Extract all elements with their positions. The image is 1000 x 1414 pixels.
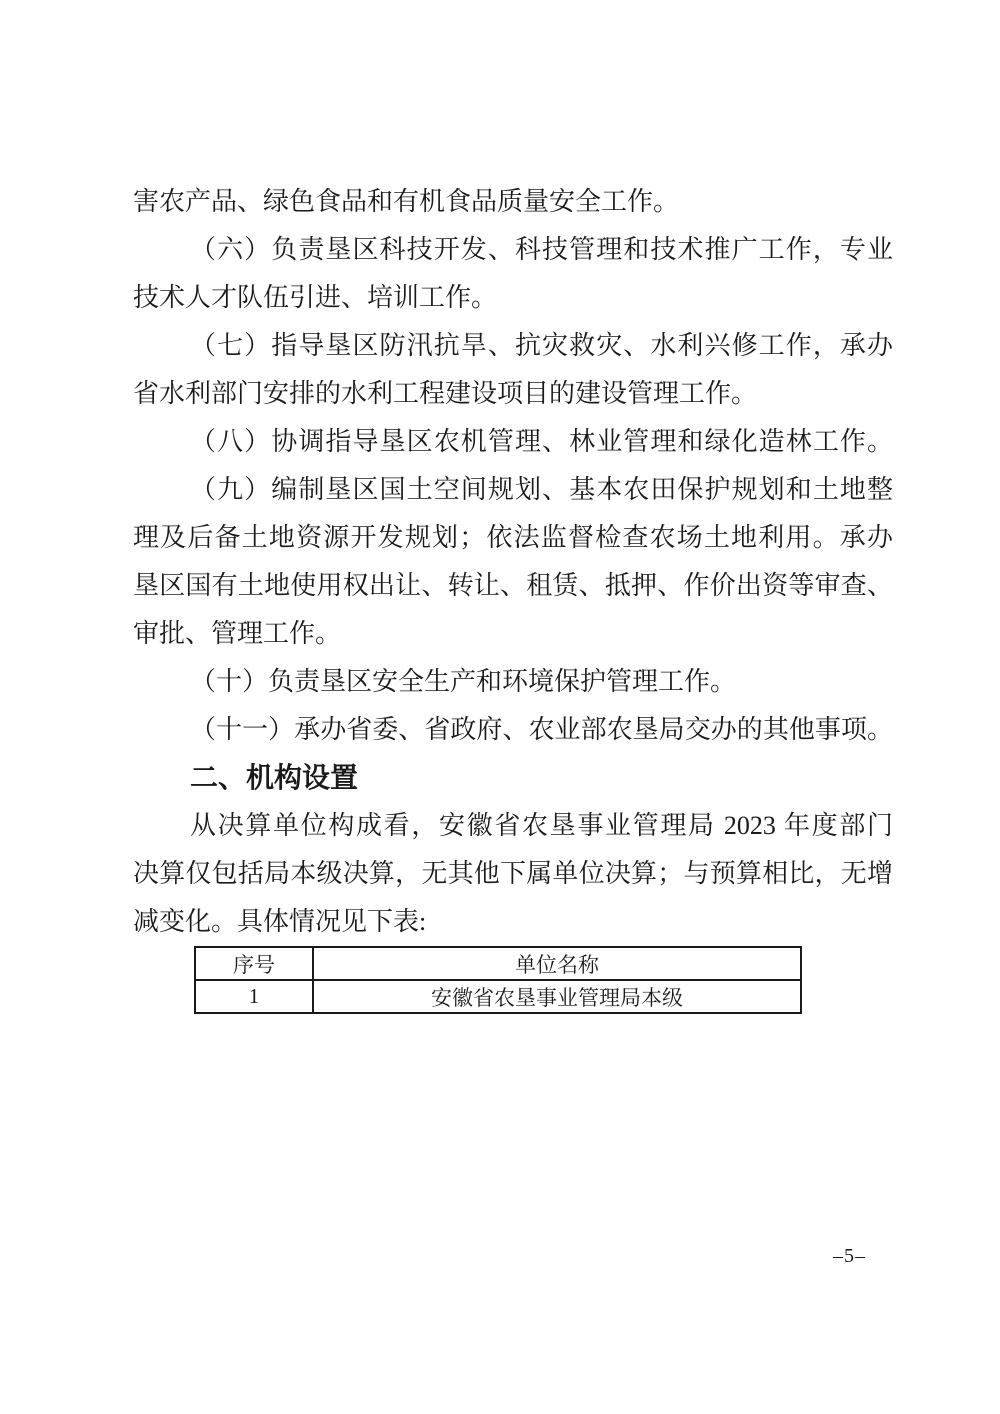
page-number: –5– <box>833 1245 866 1267</box>
document-body <box>133 178 893 946</box>
units-table <box>194 946 802 1014</box>
text-line: （六）负责垦区科技开发、科技管理和技术推广工作，专业 <box>190 235 893 264</box>
text-line: （十）负责垦区安全生产和环境保护管理工作。 <box>190 667 737 696</box>
table-cell: 安徽省农垦事业管理局本级 <box>313 980 801 1013</box>
text-line: 审批、管理工作。 <box>133 619 342 648</box>
text-line: 理及后备土地资源开发规划；依法监督检查农场土地利用。承办 <box>133 523 893 552</box>
text-line: 决算仅包括局本级决算，无其他下属单位决算；与预算相比，无增 <box>133 859 893 888</box>
text-line: 垦区国有土地使用权出让、转让、租赁、抵押、作价出资等审查、 <box>133 571 893 600</box>
text-line: 技术人才队伍引进、培训工作。 <box>133 283 498 312</box>
text-line: 省水利部门安排的水利工程建设项目的建设管理工作。 <box>133 379 758 408</box>
text-line: （八）协调指导垦区农机管理、林业管理和绿化造林工作。 <box>190 427 893 456</box>
text-line: 减变化。具体情况见下表: <box>133 907 427 936</box>
text-line: （九）编制垦区国土空间规划、基本农田保护规划和土地整 <box>190 475 893 504</box>
text-line: 从决算单位构成看，安徽省农垦事业管理局 2023 年度部门 <box>190 811 893 840</box>
text-line: （十一）承办省委、省政府、农业部农垦局交办的其他事项。 <box>190 715 893 744</box>
text-line: 害农产品、绿色食品和有机食品质量安全工作。 <box>133 187 680 216</box>
text-line: （七）指导垦区防汛抗旱、抗灾救灾、水利兴修工作，承办 <box>190 331 893 360</box>
section-heading: 二、机构设置 <box>190 762 359 793</box>
table-cell: 1 <box>195 980 313 1013</box>
units-table-header-row <box>195 947 801 980</box>
table-row <box>195 980 801 1013</box>
table-header-cell: 序号 <box>195 947 313 980</box>
table-header-cell: 单位名称 <box>313 947 801 980</box>
